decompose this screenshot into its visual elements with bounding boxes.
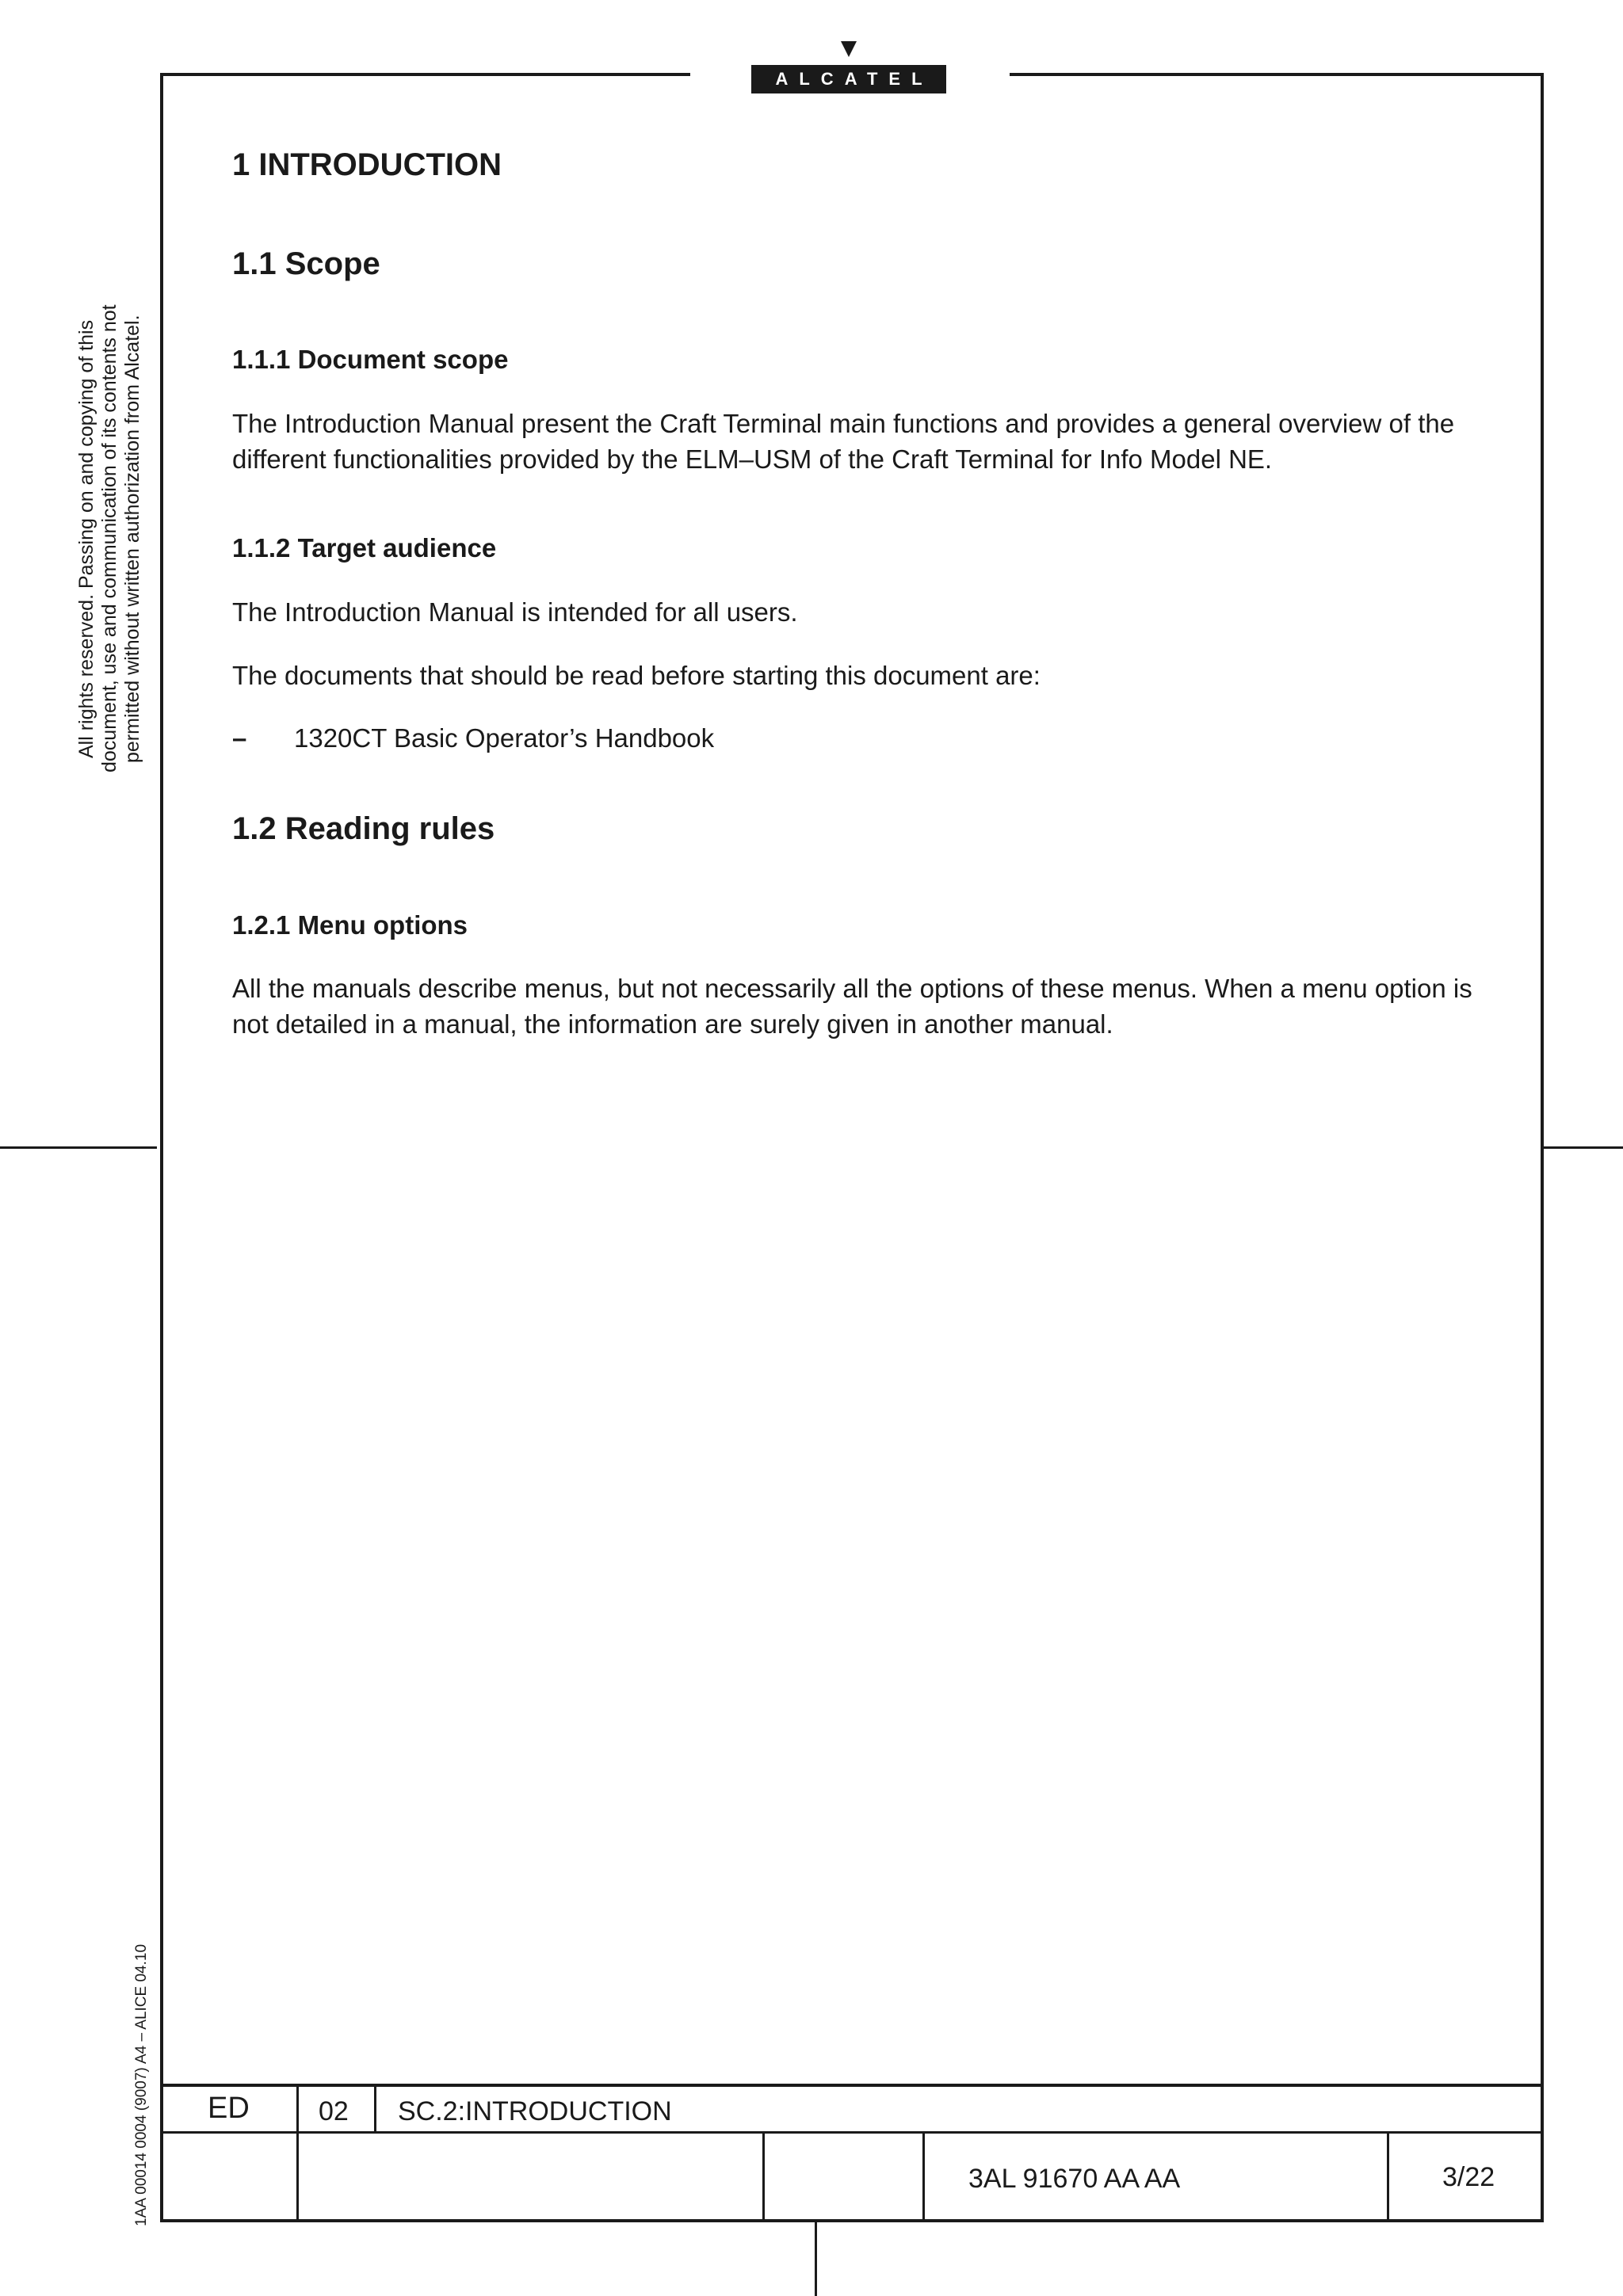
frame-top-border-right — [1010, 73, 1544, 76]
footer-top-border — [160, 2084, 1544, 2087]
footer-divider — [922, 2133, 925, 2222]
page-number: 3/22 — [1442, 2162, 1495, 2192]
footer-middle-border — [160, 2131, 1544, 2134]
footer-divider — [374, 2084, 376, 2133]
list-item — [232, 720, 714, 756]
footer-divider — [296, 2084, 299, 2222]
subsection-title: 1.2.1 Menu options — [232, 910, 468, 940]
paragraph: The Introduction Manual is intended for all users. — [232, 597, 798, 627]
copyright-notice: All rights reserved. Passing on and copying of this document, use and communication of its contents not permitted without written authorization from Alcatel. — [75, 304, 143, 773]
footer-divider — [1387, 2133, 1389, 2222]
section-reference: SC.2:INTRODUCTION — [398, 2096, 672, 2126]
logo-wordmark: ALCATEL — [751, 65, 946, 93]
chapter-title: 1 INTRODUCTION — [232, 147, 502, 182]
list-item-text: 1320CT Basic Operator’s Handbook — [294, 723, 715, 753]
section-title: 1.1 Scope — [232, 246, 380, 281]
logo-triangle-icon — [841, 41, 857, 57]
paragraph: The documents that should be read before starting this document are: — [232, 661, 1041, 690]
list-dash: – — [232, 723, 247, 753]
subsection-title: 1.1.1 Document scope — [232, 345, 509, 374]
fold-mark-right — [1544, 1146, 1623, 1149]
alcatel-logo — [751, 41, 946, 95]
frame-top-border-left — [161, 73, 690, 76]
paragraph: All the manuals describe menus, but not necessarily all the options of these menus. When a menu option is not detailed in a manual, the information are surely given in another manual. — [232, 974, 1472, 1039]
fold-mark-left — [0, 1146, 157, 1149]
form-reference: 1AA 00014 0004 (9007) A4 – ALICE 04.10 — [133, 1943, 150, 2226]
edition-label: ED — [208, 2092, 250, 2125]
frame-bottom-border — [160, 2219, 1544, 2222]
subsection-title: 1.1.2 Target audience — [232, 533, 497, 563]
edition-number: 02 — [319, 2096, 349, 2126]
frame-left-border — [160, 73, 163, 2222]
paragraph: The Introduction Manual present the Craft Terminal main functions and provides a general overview of the different functionalities provided by the ELM–USM of the Craft Terminal for Info Model NE. — [232, 409, 1455, 474]
section-title: 1.2 Reading rules — [232, 811, 495, 846]
document-number: 3AL 91670 AA AA — [968, 2164, 1181, 2194]
punch-mark-bottom — [815, 2222, 817, 2296]
footer-divider — [762, 2133, 765, 2222]
